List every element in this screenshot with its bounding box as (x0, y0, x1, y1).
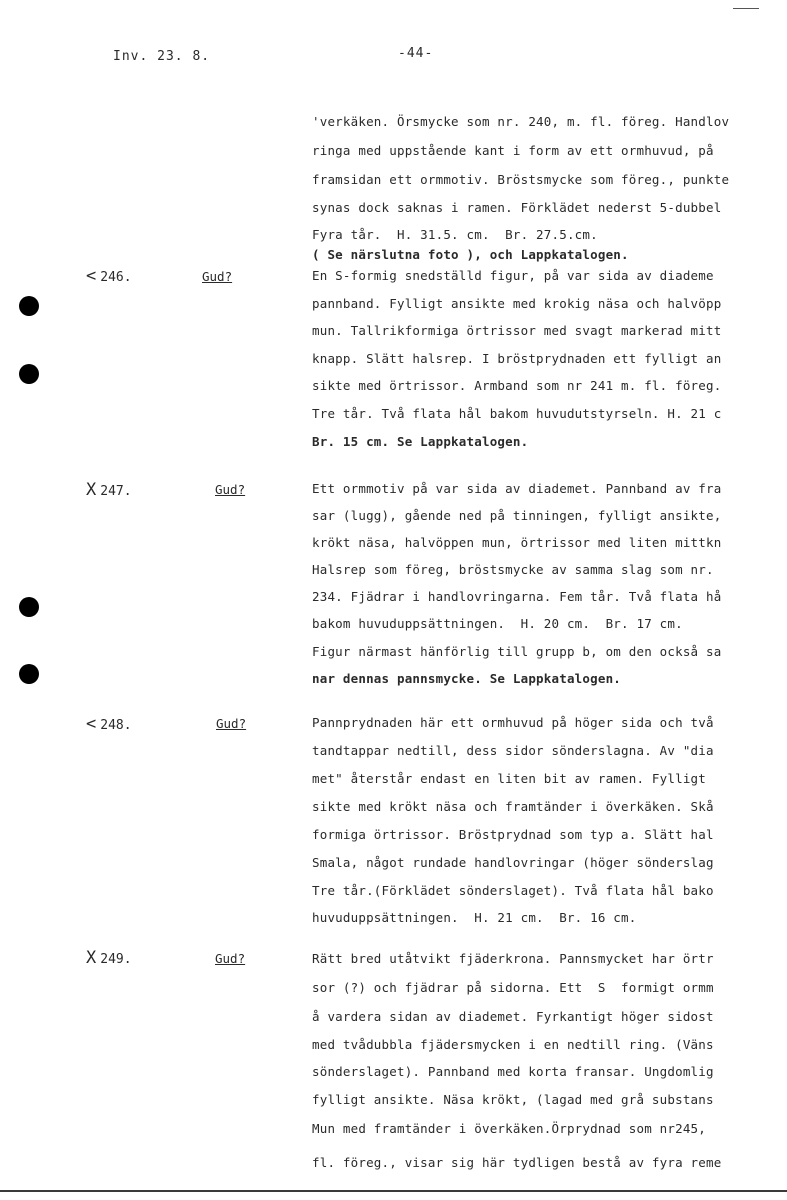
text-line: Halsrep som föreg, bröstsmycke av samma slag som nr. (312, 562, 714, 577)
text-line: krökt näsa, halvöppen mun, örtrissor med liten mittkn (312, 535, 722, 550)
punch-hole (19, 296, 39, 316)
text-line: sar (lugg), gående ned på tinningen, fylligt ansikte, (312, 508, 722, 523)
text-line: framsidan ett ormmotiv. Bröstsmycke som föreg., punkte (312, 172, 730, 187)
scan-edge-rule (0, 1190, 787, 1192)
text-line: fl. föreg., visar sig här tydligen bestå av fyra reme (312, 1155, 722, 1170)
text-line: knapp. Slätt halsrep. I bröstprydnaden ett fylligt an (312, 351, 722, 366)
text-line: Mun med framtänder i överkäken.Örprydnad som nr245, (312, 1121, 707, 1136)
text-line: sönderslaget). Pannband med korta fransar. Ungdomlig (312, 1064, 714, 1079)
punch-hole (19, 364, 39, 384)
text-line: mun. Tallrikformiga örtrissor med svagt markerad mitt (312, 323, 722, 338)
text-line: 234. Fjädrar i handlovringarna. Fem tår. Två flata hå (312, 589, 722, 604)
text-line: huvuduppsättningen. H. 21 cm. Br. 16 cm. (312, 910, 637, 925)
text-line: pannband. Fylligt ansikte med krokig näsa och halvöpp (312, 296, 722, 311)
check-mark-icon: < (86, 714, 97, 734)
text-line: nar dennas pannsmycke. Se Lappkatalogen. (312, 671, 622, 686)
cross-mark-icon: X (86, 948, 97, 968)
entry-number-text: 249. (100, 952, 132, 967)
text-line: Fyra tår. H. 31.5. cm. Br. 27.5.cm. (312, 227, 598, 242)
punch-hole (19, 597, 39, 617)
text-line: En S-formig snedställd figur, på var sida av diademe (312, 268, 714, 283)
text-line: sikte med örtrissor. Armband som nr 241 m. fl. föreg. (312, 378, 722, 393)
text-line: tandtappar nedtill, dess sidor sönderslagna. Av "dia (312, 743, 714, 758)
text-line: Tre tår.(Förklädet sönderslaget). Två flata hål bako (312, 883, 714, 898)
text-line: Pannprydnaden här ett ormhuvud på höger sida och två (312, 715, 714, 730)
entry-label: Gud? (215, 951, 246, 966)
text-line: formiga örtrissor. Bröstprydnad som typ a. Slätt hal (312, 827, 714, 842)
text-line: Figur närmast hänförlig till grupp b, om den också sa (312, 644, 722, 659)
text-line: synas dock saknas i ramen. Förklädet nederst 5-dubbel (312, 200, 722, 215)
corner-mark (733, 8, 759, 9)
check-mark-icon: < (86, 266, 97, 286)
entry-number (86, 266, 132, 286)
entry-number-text: 247. (100, 484, 132, 499)
photo-reference-note: ( Se närslutna foto ), och Lappkatalogen. (312, 247, 629, 262)
entry-number (86, 480, 132, 500)
text-line: met" återstår endast en liten bit av ramen. Fylligt (312, 771, 707, 786)
entry-number (86, 948, 132, 968)
text-line: fylligt ansikte. Näsa krökt, (lagad med grå substans (312, 1092, 714, 1107)
text-line: sikte med krökt näsa och framtänder i överkäken. Skå (312, 799, 714, 814)
text-line: å vardera sidan av diademet. Fyrkantigt höger sidost (312, 1009, 714, 1024)
entry-label: Gud? (202, 269, 233, 284)
text-line: Rätt bred utåtvikt fjäderkrona. Pannsmycket har örtr (312, 951, 714, 966)
text-line: bakom huvuduppsättningen. H. 20 cm. Br. 17 cm. (312, 616, 683, 631)
text-line: sor (?) och fjädrar på sidorna. Ett S formigt ormm (312, 980, 714, 995)
entry-number-text: 246. (100, 270, 132, 285)
text-line: Br. 15 cm. Se Lappkatalogen. (312, 434, 529, 449)
entry-label: Gud? (216, 716, 247, 731)
cross-mark-icon: X (86, 480, 97, 500)
text-line: ringa med uppstående kant i form av ett ormhuvud, på (312, 143, 714, 158)
text-line: med tvådubbla fjädersmycken i en nedtill ring. (Väns (312, 1037, 714, 1052)
text-line: Tre tår. Två flata hål bakom huvudutstyrseln. H. 21 c (312, 406, 722, 421)
text-line: Ett ormmotiv på var sida av diademet. Pannband av fra (312, 481, 722, 496)
entry-number (86, 714, 132, 734)
text-line: Smala, något rundade handlovringar (höger sönderslag (312, 855, 714, 870)
page-number: -44- (398, 46, 434, 61)
entry-number-text: 248. (100, 718, 132, 733)
punch-hole (19, 664, 39, 684)
entry-label: Gud? (215, 482, 246, 497)
inventory-number: Inv. 23. 8. (113, 49, 211, 64)
text-line: 'verkäken. Örsmycke som nr. 240, m. fl. föreg. Handlov (312, 114, 730, 129)
